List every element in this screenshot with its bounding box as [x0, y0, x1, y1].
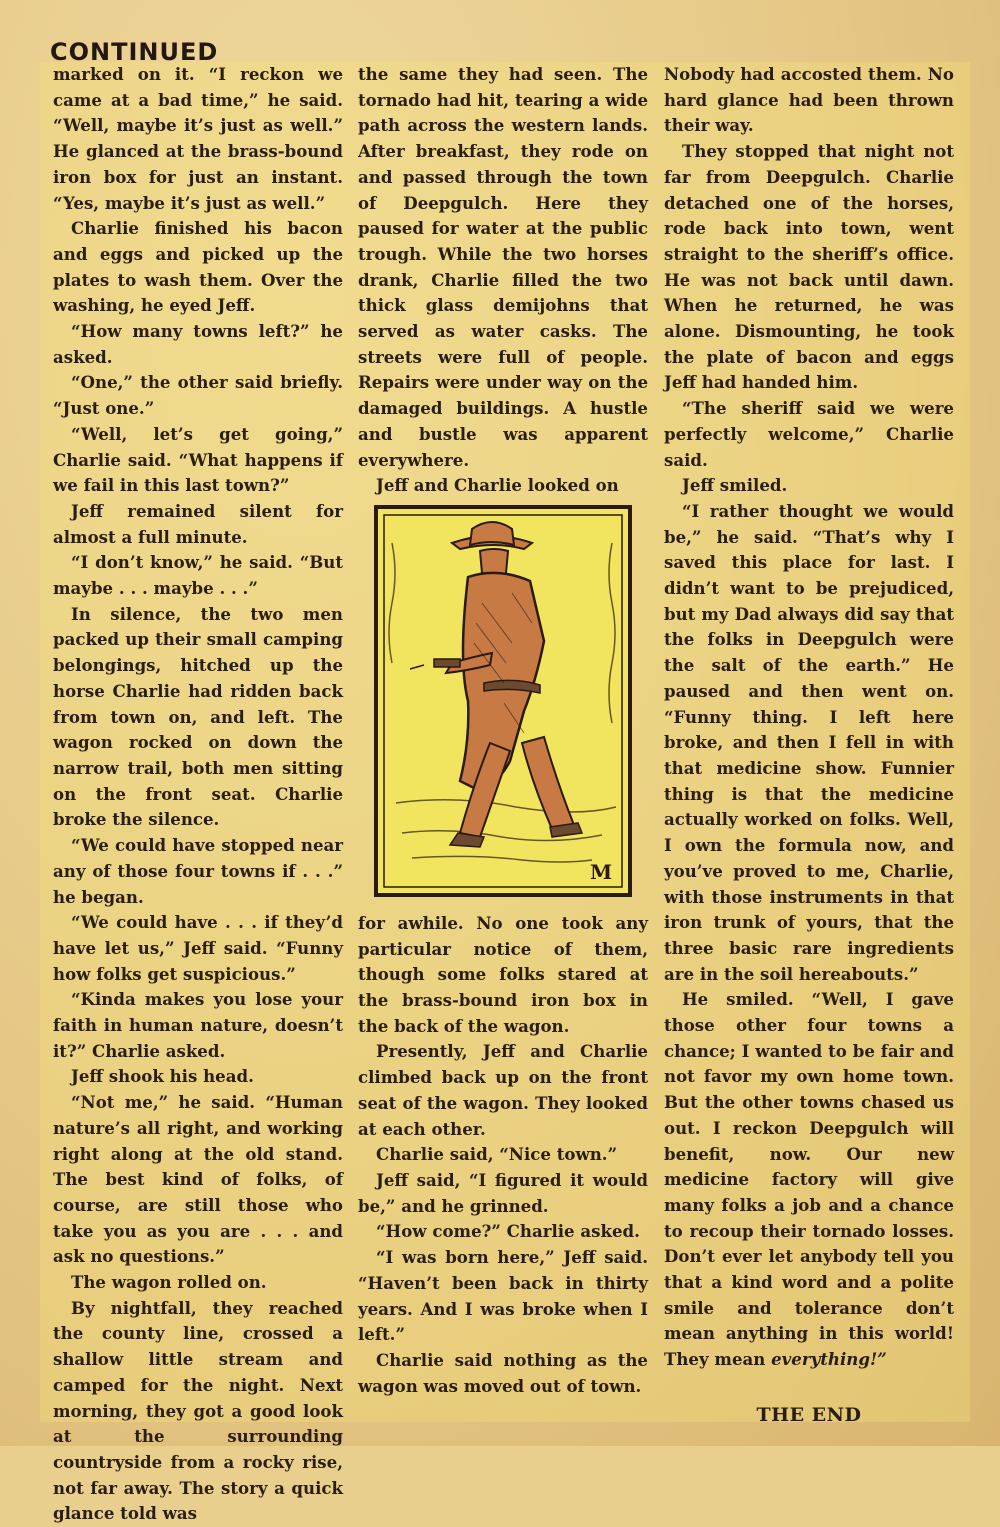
- paragraph: Jeff smiled.: [682, 475, 788, 496]
- paragraph: Jeff said, “I figured it would be,” and he grinned.: [358, 1169, 648, 1216]
- paragraph: “Kinda makes you lose your faith in human nature, doesn’t it?” Charlie asked.: [53, 989, 343, 1061]
- cowboy-gunslinger-illustration: [372, 503, 634, 899]
- paragraph: Jeff remained silent for almost a full minute.: [53, 500, 343, 547]
- the-end-label: THE END: [756, 1403, 862, 1426]
- paragraph: Jeff and Charlie looked on: [376, 475, 619, 496]
- paragraph: “Not me,” he said. “Human nature’s all right, and working right along at the old stand. The best kind of folks, of course, are still those who take you as you are . . . and ask no questions.”: [53, 1092, 343, 1267]
- paragraph: The wagon rolled on.: [71, 1272, 267, 1293]
- paragraph: They stopped that night not far from Deepgulch. Charlie detached one of the horses, rode back into town, went straight to the sheriff’s office. He was not back until dawn. When he returned, he was alone. Dismounting, he took the plate of bacon and eggs Jeff had handed him.: [664, 141, 954, 393]
- paragraph: “I was born here,” Jeff said. “Haven’t been back in thirty years. And I was broke when I left.”: [358, 1247, 648, 1345]
- paragraph: Nobody had accosted them. No hard glance had been thrown their way.: [664, 64, 954, 136]
- column-3: [664, 62, 954, 1429]
- paragraph: Charlie said nothing as the wagon was moved out of town.: [358, 1349, 648, 1396]
- paragraph: “We could have . . . if they’d have let us,” Jeff said. “Funny how folks get suspicious.”: [53, 912, 343, 984]
- paragraph: “I don’t know,” he said. “But maybe . . . maybe . . .”: [53, 552, 343, 599]
- emphasis-text: everything!”: [771, 1349, 887, 1370]
- paragraph-text: He smiled. “Well, I gave those other four towns a chance; I wanted to be fair and not favor my own home town. But the other towns chased us out. I reckon Deepgulch will benefit, now. Our new medicine factory will give many folks a job and a chance to recoup their tornado losses. Don’t ever let anybody tell you that a kind word and a polite smile and tolerance don’t mean anything in this world! They mean: [664, 989, 954, 1370]
- paragraph: By nightfall, they reached the county line, crossed a shallow little stream and camped for the night. Next morning, they got a good look at the surrounding countryside from a rocky rise, not far away. The story a quick glance told was: [53, 1297, 343, 1524]
- paragraph: Jeff shook his head.: [71, 1066, 254, 1087]
- continued-header: CONTINUED: [50, 38, 219, 66]
- paragraph: “How many towns left?” he asked.: [53, 321, 343, 367]
- column-1: [53, 62, 343, 1527]
- paragraph: “We could have stopped near any of those four towns if . . .” he began.: [53, 835, 343, 907]
- column-2: [358, 62, 648, 1399]
- paragraph: “The sheriff said we were perfectly welcome,” Charlie said.: [664, 398, 954, 470]
- paragraph: Presently, Jeff and Charlie climbed back up on the front seat of the wagon. They looked at each other.: [358, 1041, 648, 1139]
- paragraph: Charlie said, “Nice town.”: [376, 1144, 618, 1165]
- paragraph: [664, 987, 954, 1373]
- paragraph: Charlie finished his bacon and eggs and picked up the plates to wash them. Over the washing, he eyed Jeff.: [53, 218, 343, 316]
- paragraph: “How come?” Charlie asked.: [376, 1221, 640, 1242]
- paragraph: marked on it. “I reckon we came at a bad time,” he said. “Well, maybe it’s just as well.” He glanced at the brass-bound iron box for just an instant. “Yes, maybe it’s just as well.”: [53, 64, 343, 213]
- paragraph: the same they had seen. The tornado had hit, tearing a wide path across the western lands. After breakfast, they rode on and passed through the town of Deepgulch. Here they paused for water at the public trough. While the two horses drank, Charlie filled the two thick glass demijohns that served as water casks. The streets were full of people. Repairs were under way on the damaged buildings. A hustle and bustle was apparent everywhere.: [358, 64, 648, 470]
- paragraph: “One,” the other said briefly. “Just one.”: [53, 372, 343, 419]
- paragraph: “I rather thought we would be,” he said. “That’s why I saved this place for last. I didn’t want to be prejudiced, but my Dad always did say that the folks in Deepgulch were the salt of the earth.” He paused and then went on. “Funny thing. I left here broke, and then I fell in with that medicine show. Funnier thing is that the medicine actually worked on folks. Well, I own the formula now, and you’ve proved to me, Charlie, with those instruments in that iron trunk of yours, that the three basic rare ingredients are in the soil hereabouts.”: [664, 500, 954, 984]
- paragraph: “Well, let’s get going,” Charlie said. “What happens if we fail in this last town?”: [53, 423, 343, 496]
- illustration-signature: M: [590, 859, 613, 884]
- paragraph: In silence, the two men packed up their small camping belongings, hitched up the horse Charlie had ridden back from town on, and left. The wagon rocked on down the narrow trail, both men sitting on the front seat. Charlie broke the silence.: [53, 603, 343, 830]
- paragraph: for awhile. No one took any particular notice of them, though some folks stared at the brass-bound iron box in the back of the wagon.: [358, 912, 648, 1036]
